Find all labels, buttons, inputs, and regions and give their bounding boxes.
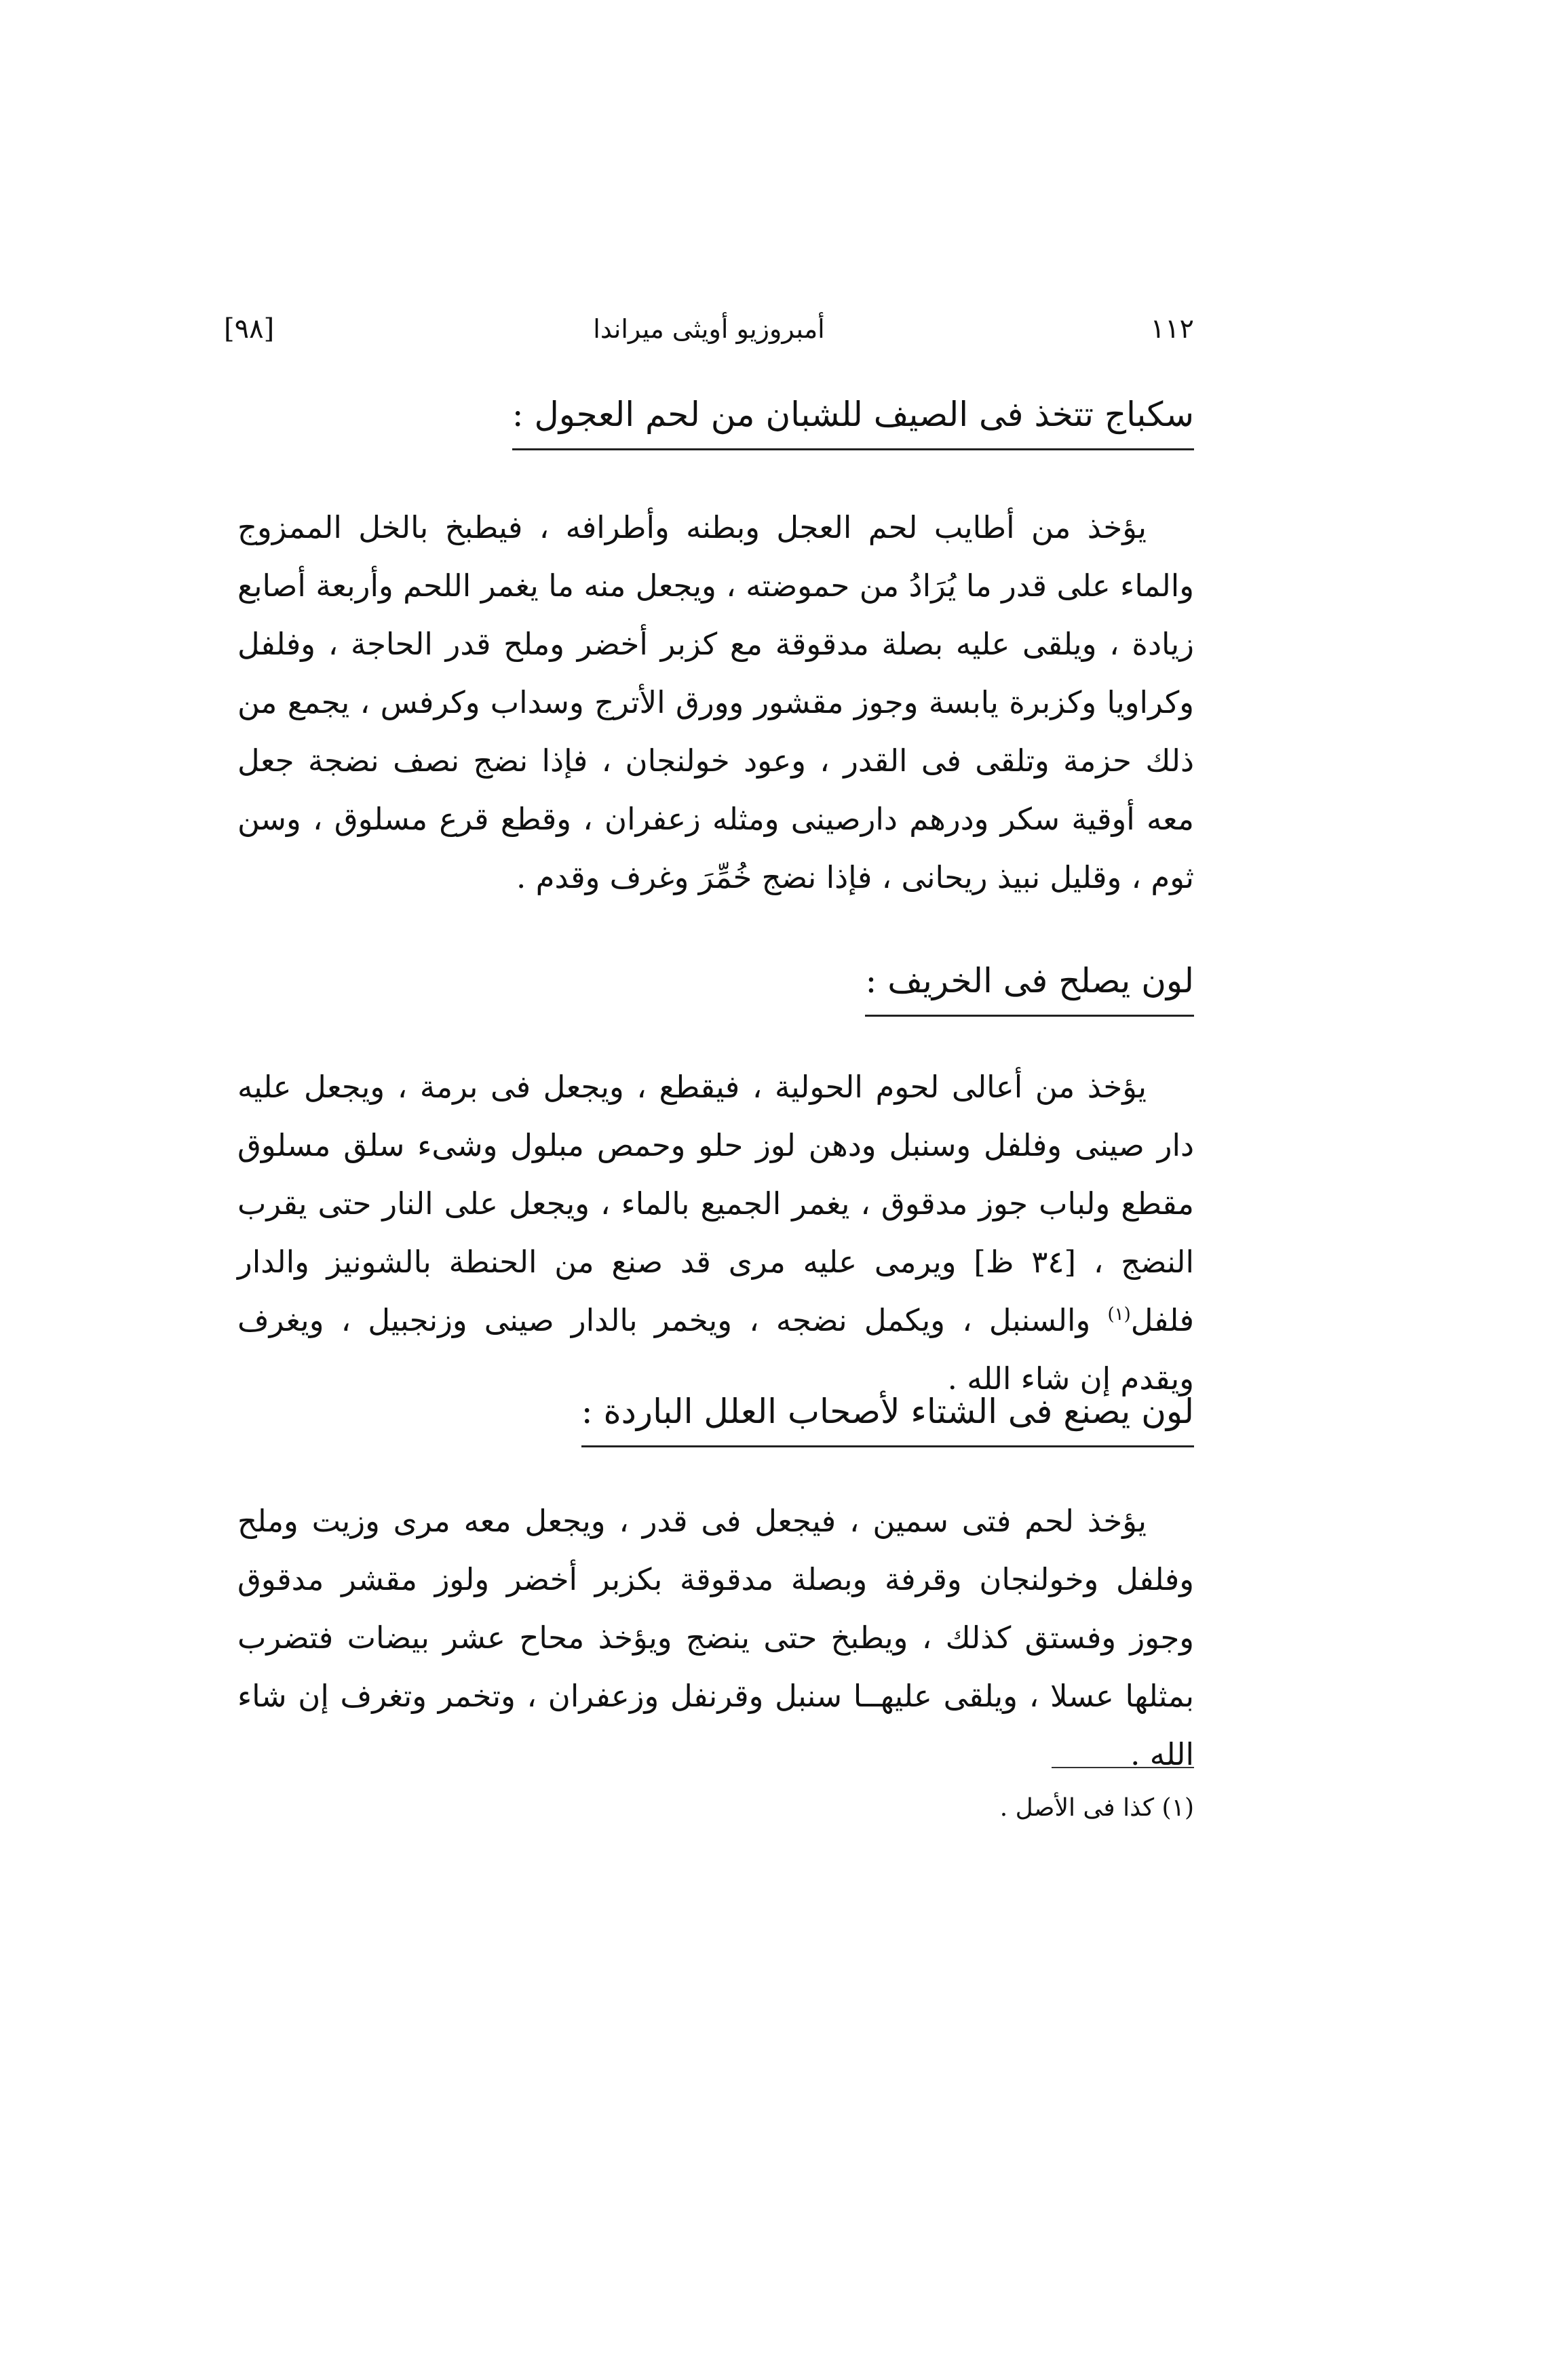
footnote-divider	[1052, 1767, 1194, 1768]
folio-reference: [٩٨]	[224, 313, 275, 345]
section-paragraph: يؤخذ لحم فتى سمين ، فيجعل فى قدر ، ويجعل معه مرى وزيت وملح وفلفل وخولنجان وقرفة وبصلة مدقوقة بكزبر أخضر ولوز مقشر مدقوق وجوز وفستق كذلك ، ويطبخ حتى ينضج ويؤخذ محاح عشر بيضات فتضرب بمثلها عسلا ، ويلقى عليهــا سنبل وقرنفل وزعفران ، وتخمر وتغرف إن شاء الله .	[237, 1503, 1194, 1772]
section-heading: لون يصلح فى الخريف :	[865, 956, 1194, 1017]
footnote-marker: (١)	[1107, 1304, 1131, 1325]
section-heading: سكباج تتخذ فى الصيف للشبان من لحم العجول :	[512, 390, 1194, 450]
section-heading: لون يصنع فى الشتاء لأصحاب العلل الباردة :	[581, 1387, 1194, 1447]
section-heading-block	[512, 390, 1194, 450]
running-title: أمبروزيو أويثى ميراندا	[593, 314, 825, 344]
section-heading-block	[865, 956, 1194, 1017]
section-heading-block	[581, 1387, 1194, 1447]
footnote: (١) كذا فى الأصل .	[999, 1794, 1194, 1822]
paragraph-text: والسنبل ، ويكمل نضجه ، ويخمر بالدار صينى وزنجبيل ، ويغرف ويقدم إن شاء الله .	[237, 1302, 1194, 1397]
section-paragraph	[237, 1058, 1194, 1408]
page-number: ١١٢	[1150, 313, 1194, 345]
section-paragraph: يؤخذ من أطايب لحم العجل وبطنه وأطرافه ، فيطبخ بالخل الممزوج والماء على قدر ما يُرَادُ من حموضته ، ويجعل منه ما يغمر اللحم وأربعة أصابع زيادة ، ويلقى عليه بصلة مدقوقة مع كزبر أخضر وملح قدر الحاجة ، وفلفل وكراويا وكزبرة يابسة وجوز مقشور وورق الأترج وسداب وكرفس ، يجمع من ذلك حزمة وتلقى فى القدر ، وعود خولنجان ، فإذا نضج نصف نضجة جعل معه أوقية سكر ودرهم دارصينى ومثله زعفران ، وقطع قرع مسلوق ، وسن ثوم ، وقليل نبيذ ريحانى ، فإذا نضج خُمِّرَ وغرف وقدم .	[237, 509, 1194, 895]
page-body	[237, 0, 1194, 2380]
paragraph-text: يؤخذ من أعالى لحوم الحولية ، فيقطع ، ويجعل فى برمة ، ويجعل عليه دار صينى وفلفل وسنبل ودهن لوز حلو وحمص مبلول وشىء سلق مسلوق مقطع ولباب جوز مدقوق ، يغمر الجميع بالماء ، ويجعل على النار حتى يقرب النضج ، [٣٤ ظ] ويرمى عليه مرى قد صنع من الحنطة بالشونيز والدار فلفل	[237, 1069, 1194, 1338]
